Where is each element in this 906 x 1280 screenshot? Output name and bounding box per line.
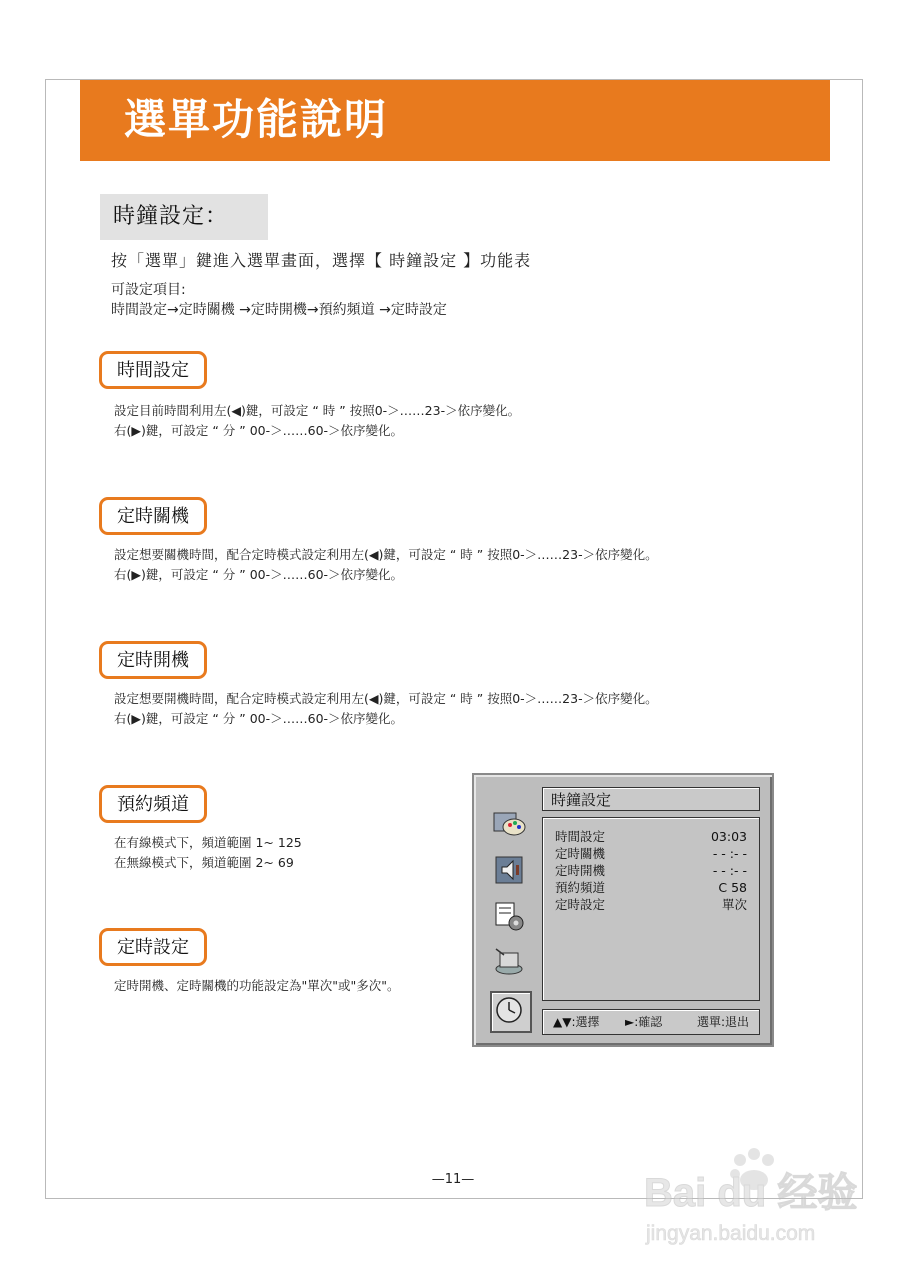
item-heading-label: 定時關機 [117, 506, 189, 527]
channel-icon [490, 943, 528, 981]
osd-row-value: - - :- - [712, 846, 747, 861]
osd-row-value: 03:03 [710, 829, 747, 844]
osd-row-label: 定時設定 [555, 897, 606, 912]
item-desc-line: 定時開機、定時關機的功能設定為"單次"或"多次"。 [114, 978, 400, 993]
function-icon [490, 897, 528, 935]
osd-title: 時鐘設定 [542, 787, 760, 811]
osd-hint-exit: 選單:退出 [696, 1015, 749, 1029]
item-heading-time-set [99, 351, 207, 389]
section-title: 時鐘設定： [113, 204, 229, 229]
osd-icon-rail [478, 779, 538, 1041]
osd-row-label: 定時開機 [555, 863, 606, 878]
item-heading-preset-channel [99, 785, 207, 823]
item-desc-line: 右(▶)鍵，可設定 “ 分 ” 00-＞……60-＞依序變化。 [114, 567, 404, 582]
item-desc-line: 設定想要開機時間，配合定時模式設定利用左(◀)鍵，可設定 “ 時 ” 按照0-＞……23-＞依序變化。 [114, 691, 658, 706]
item-desc-line: 設定想要關機時間，配合定時模式設定利用左(◀)鍵，可設定 “ 時 ” 按照0-＞……23-＞依序變化。 [114, 547, 658, 562]
osd-settings-panel [542, 817, 760, 1001]
item-heading-timer-mode [99, 928, 207, 966]
item-heading-label: 時間設定 [117, 360, 189, 381]
osd-hint-confirm: ►:確認 [625, 1015, 663, 1029]
osd-row-label: 時間設定 [555, 829, 606, 844]
item-desc-line: 在無線模式下，頻道範圍 2~ 69 [114, 855, 294, 870]
item-desc-preset-channel [114, 833, 302, 873]
page-title: 選單功能說明 [124, 95, 389, 144]
section-title-box [100, 194, 268, 240]
osd-row-preset-channel[interactable] [555, 879, 747, 896]
item-heading-wake-timer [99, 641, 207, 679]
sound-icon [490, 851, 528, 889]
osd-row-sleep-timer[interactable] [555, 845, 747, 862]
osd-footer-hints [542, 1009, 760, 1035]
clock-icon[interactable] [490, 991, 532, 1033]
page-number: —11— [431, 1172, 475, 1187]
osd-row-label: 預約頻道 [555, 880, 606, 895]
watermark-brand: Bai du 经验 [644, 1171, 858, 1215]
osd-hint-select: ▲▼:選擇 [553, 1015, 600, 1029]
item-desc-line: 右(▶)鍵，可設定 “ 分 ” 00-＞……60-＞依序變化。 [114, 711, 404, 726]
intro-items-label: 可設定項目: [111, 282, 186, 298]
item-desc-line: 設定目前時間利用左(◀)鍵，可設定 “ 時 ” 按照0-＞……23-＞依序變化。 [114, 403, 521, 418]
intro-instruction: 按「選單」鍵進入選單畫面，選擇【 時鐘設定 】功能表 [111, 251, 532, 270]
osd-row-value: - - :- - [712, 863, 747, 878]
item-desc-timer-mode [114, 976, 400, 996]
osd-row-value: 單次 [721, 897, 747, 912]
item-heading-label: 預約頻道 [117, 794, 189, 815]
item-desc-line: 在有線模式下，頻道範圍 1~ 125 [114, 835, 302, 850]
item-desc-line: 右(▶)鍵，可設定 “ 分 ” 00-＞……60-＞依序變化。 [114, 423, 404, 438]
item-heading-label: 定時設定 [117, 937, 189, 958]
header-banner [80, 80, 830, 161]
osd-row-time-set[interactable] [555, 828, 747, 845]
osd-row-value: C 58 [718, 880, 747, 895]
picture-icon [490, 805, 528, 843]
item-desc-time-set [114, 401, 520, 441]
osd-row-wake-timer[interactable] [555, 862, 747, 879]
item-heading-label: 定時開機 [117, 650, 189, 671]
intro-items-sequence: 時間設定→定時關機 →定時開機→預約頻道 →定時設定 [111, 302, 447, 318]
osd-row-timer-mode[interactable] [555, 896, 747, 913]
item-heading-sleep-timer [99, 497, 207, 535]
baidu-watermark [636, 1142, 876, 1252]
osd-clock-menu [472, 773, 774, 1047]
item-desc-wake-timer [114, 689, 658, 729]
watermark-url: jingyan.baidu.com [646, 1222, 816, 1245]
osd-row-label: 定時關機 [555, 846, 606, 861]
item-desc-sleep-timer [114, 545, 658, 585]
